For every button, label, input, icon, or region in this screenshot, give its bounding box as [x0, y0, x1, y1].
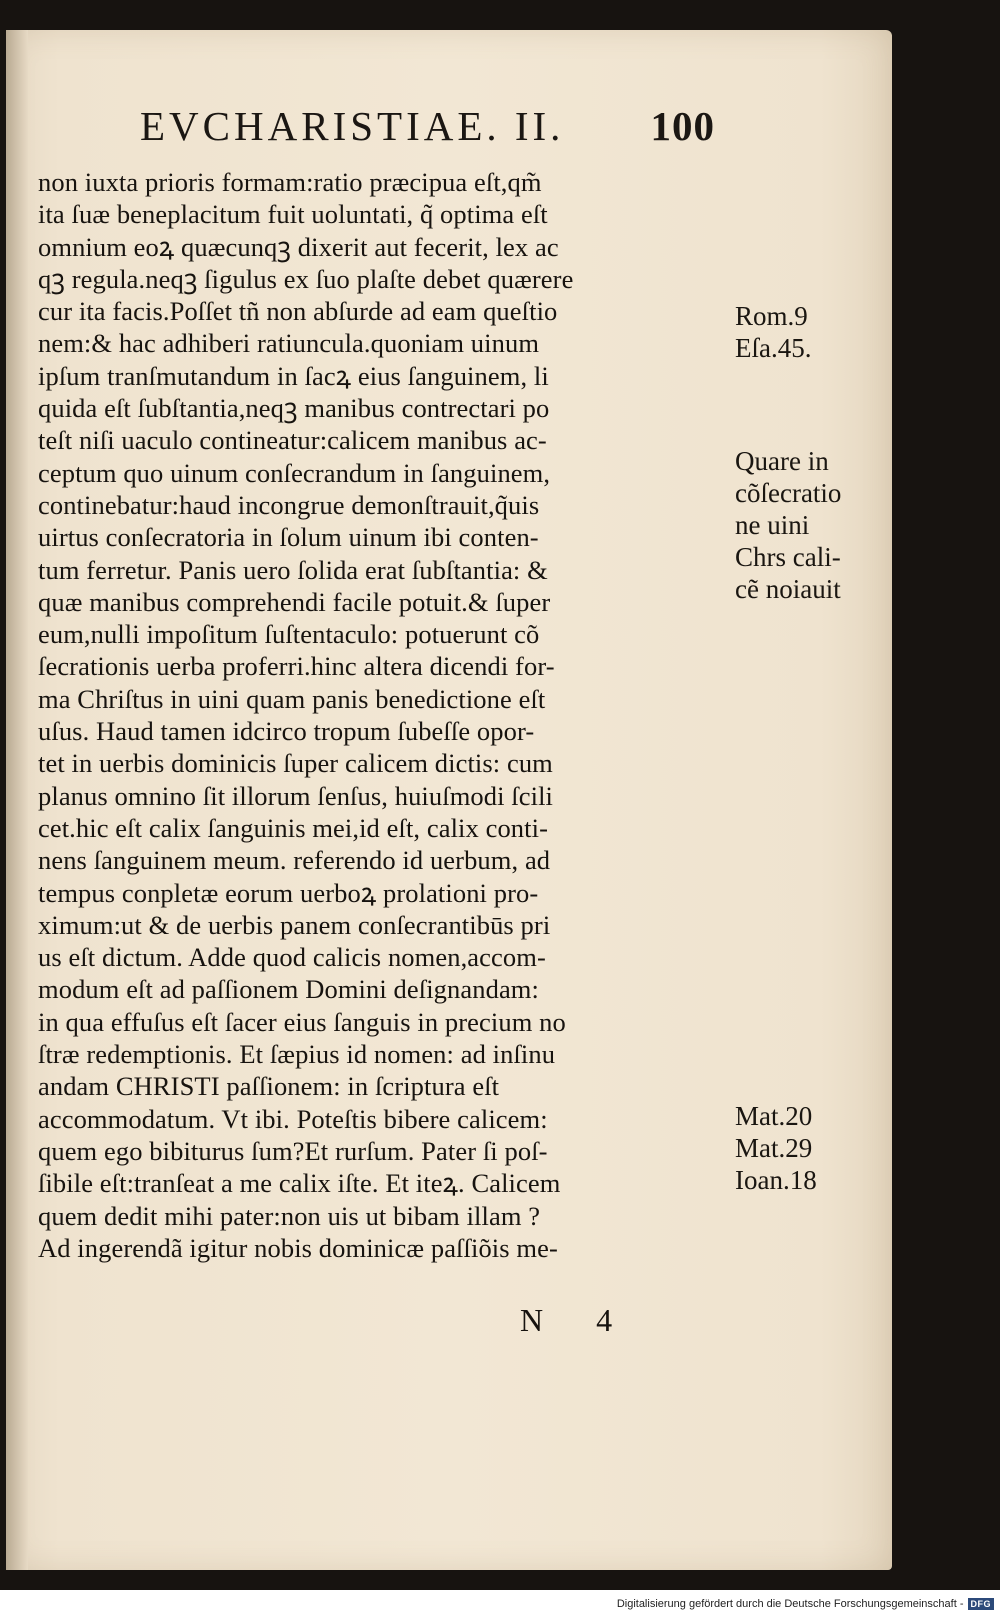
text-line: quem dedit mihi pater:non uis ut bibam illam ?: [38, 1200, 541, 1231]
text-line: eum,nulli impoſitum ſuſtentaculo: potuerunt cõ: [38, 619, 540, 650]
text-line: ſtræ redemptionis. Et ſæpius id nomen: ad inſinu: [38, 1039, 556, 1070]
signature-mark: [520, 1302, 657, 1339]
text-line: andam CHRISTI paſſionem: in ſcriptura eſt: [38, 1071, 500, 1102]
text-line: nens ſanguinem meum. referendo id uerbum, ad: [38, 845, 551, 876]
text-line: ſecrationis uerba proferri.hinc altera dicendi for-: [38, 651, 555, 682]
text-line: uſus. Haud tamen idcirco tropum ſubeſſe opor-: [38, 716, 535, 747]
margin-note-gloss: [735, 445, 880, 605]
margin-note-line: Mat.20: [735, 1101, 813, 1131]
text-line: ximum:ut & de uerbis panem conſecrantibūs pri: [38, 909, 551, 940]
text-line: ſibile eſt:tranſeat a me calix iſte. Et iteꝝ. Calicem: [38, 1168, 561, 1199]
folio-number: 100: [650, 103, 715, 149]
text-line: Ad ingerendã igitur nobis dominicæ paſſiõis me-: [38, 1232, 558, 1263]
text-line: teſt niſi uaculo contineatur:calicem manibus ac-: [38, 425, 547, 456]
digitization-footer: [617, 1595, 994, 1613]
running-title: EVCHARISTIAE. II.: [140, 103, 565, 149]
text-line: quæ manibus comprehendi facile potuit.& ſuper: [38, 586, 551, 617]
margin-note-scripture: [735, 1100, 880, 1196]
text-line: modum eſt ad paſſionem Domini deſignandam:: [38, 974, 539, 1005]
dfg-logo: DFG: [968, 1598, 995, 1610]
text-line: ma Chriſtus in uini quam panis benedictione eſt: [38, 683, 546, 714]
text-line: quem ego bibiturus ſum?Et rurſum. Pater ſi poſ-: [38, 1135, 548, 1166]
margin-note-line: cõſecratio: [735, 478, 842, 508]
margin-note-line: Eſa.45.: [735, 333, 812, 363]
text-line: cur ita facis.Poſſet tñ non abſurde ad eam queſtio: [38, 296, 558, 327]
text-line: us eſt dictum. Adde quod calicis nomen,accom-: [38, 942, 546, 973]
text-line: tet in uerbis dominicis ſuper calicem dictis: cum: [38, 748, 553, 779]
text-line: ita ſuæ beneplacitum fuit uoluntati, q̃ optima eſt: [38, 199, 548, 230]
text-line: non iuxta prioris formam:ratio præcipua eſt,qm̃: [38, 167, 542, 197]
text-line: ipſum tranſmutandum in ſacꝝ eius ſanguinem, li: [38, 360, 549, 391]
page-header: [140, 102, 715, 166]
text-line: tempus conpletæ eorum uerboꝝ prolationi pro-: [38, 877, 539, 908]
footer-credit: Digitalisierung gefördert durch die Deutsche Forschungsgemeinschaft -: [616, 1598, 964, 1610]
text-line: tum ferretur. Panis uero ſolida erat ſubſtantia: &: [38, 554, 548, 585]
text-line: omnium eoꝝ quæcunqꝫ dixerit aut fecerit, lex ac: [38, 231, 559, 262]
text-line: nem:& hac adhiberi ratiuncula.quoniam uinum: [38, 328, 540, 359]
text-line: ceptum quo uinum conſecrandum in ſanguinem,: [38, 457, 551, 488]
text-line: planus omnino ſit illorum ſenſus, huiuſmodi ſcili: [38, 780, 554, 811]
margin-note-line: cẽ noiauit: [735, 574, 841, 604]
margin-note-line: Chrs cali-: [735, 542, 841, 572]
margin-note-line: Quare in: [735, 446, 829, 476]
signature-number: 4: [596, 1302, 613, 1338]
text-line: in qua effuſus eſt ſacer eius ſanguis in precium no: [38, 1006, 566, 1037]
main-text-block: [38, 166, 728, 1264]
margin-note-references: [735, 300, 880, 364]
margin-note-line: Mat.29: [735, 1133, 813, 1163]
signature-letter: N: [520, 1302, 544, 1338]
text-line: accommodatum. Vt ibi. Poteſtis bibere calicem:: [38, 1103, 548, 1134]
text-line: continebatur:haud incongrue demonſtrauit,q̃uis: [38, 489, 540, 520]
margin-note-line: Rom.9: [735, 301, 808, 331]
text-line: uirtus conſecratoria in ſolum uinum ibi conten-: [38, 522, 539, 553]
page-gutter: [6, 30, 28, 1570]
margin-note-line: ne uini: [735, 510, 810, 540]
text-line: cet.hic eſt calix ſanguinis mei,id eſt, calix conti-: [38, 812, 549, 843]
text-line: quida eſt ſubſtantia,neqꝫ manibus contrectari po: [38, 393, 550, 424]
text-line: qꝫ regula.neqꝫ ſigulus ex ſuo plaſte debet quærere: [38, 263, 574, 294]
margin-note-line: Ioan.18: [735, 1165, 817, 1195]
